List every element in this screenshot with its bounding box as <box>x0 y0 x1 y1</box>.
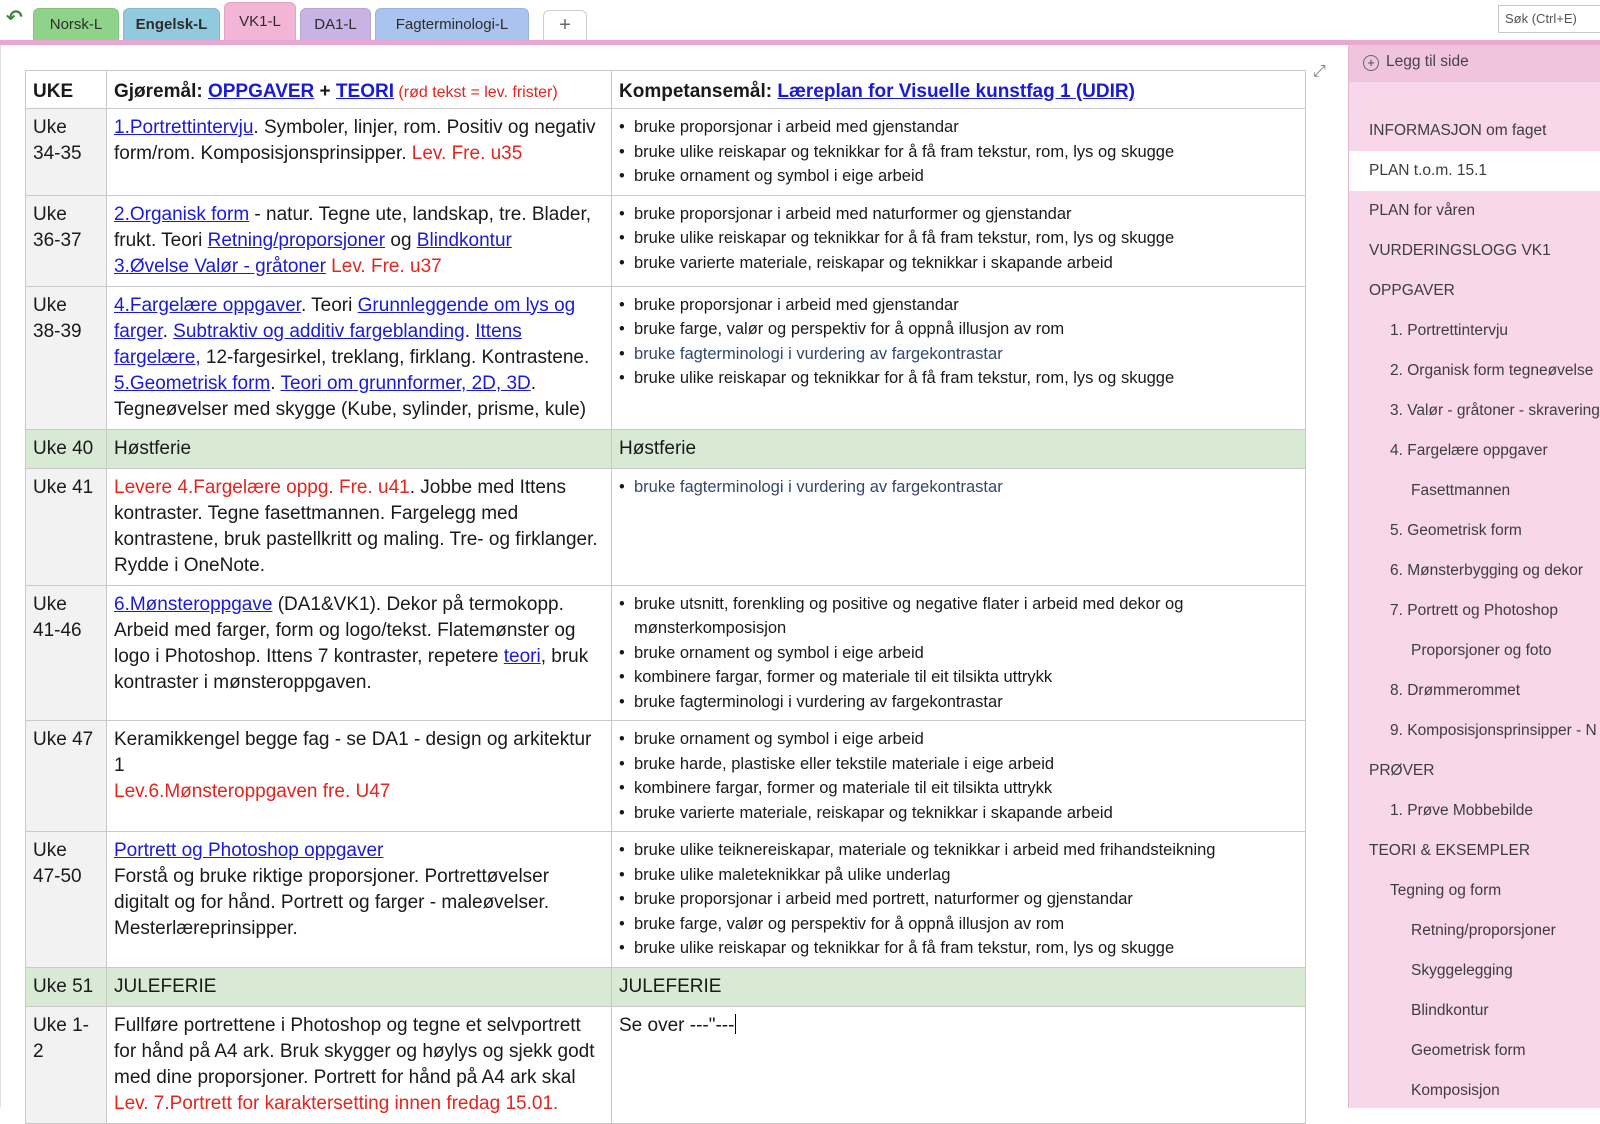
table-row <box>26 109 1306 196</box>
page-item[interactable]: Komposisjon <box>1411 1082 1500 1099</box>
page-item[interactable]: OPPGAVER <box>1369 282 1455 299</box>
competency-list <box>619 838 1298 961</box>
table-row <box>26 1006 1306 1123</box>
expand-icon[interactable]: ⤢ <box>1313 63 1326 80</box>
task-link[interactable]: 2.Organisk form <box>114 203 250 225</box>
page-item[interactable]: 3. Valør - gråtoner - skravering <box>1390 402 1600 419</box>
text-cursor <box>735 1014 736 1034</box>
competency-item: • bruke proporsjonar i arbeid med naturformer og gjenstandar <box>619 202 1298 227</box>
task-link[interactable]: 3.Øvelse Valør - gråtoner <box>114 255 326 277</box>
competency-item: • bruke ornament og symbol i eige arbeid <box>619 727 1298 752</box>
competency-item: • bruke ulike reiskapar og teknikkar for å få fram tekstur, rom, lys og skugge <box>619 140 1298 165</box>
week-cell[interactable]: Uke 34-35 <box>26 109 107 196</box>
table-row <box>26 585 1306 721</box>
competency-item: • bruke utsnitt, forenkling og positive og negative flater i arbeid med dekor og mønsterkomposisjon <box>619 592 1298 641</box>
task-text: Forstå og bruke riktige proporsjoner. Portrettøvelser digitalt og for hånd. Portrett og farger - maleøvelser. Mesterlæreprinsipper. <box>114 866 550 939</box>
page-item[interactable]: Fasettmannen <box>1411 482 1511 499</box>
competency-cell[interactable]: JULEFERIE <box>612 967 1306 1006</box>
section-tab-bar <box>0 0 1600 40</box>
page-item[interactable]: 9. Komposisjonsprinsipper - N <box>1390 722 1597 739</box>
tasks-cell[interactable] <box>107 286 612 429</box>
competency-cell[interactable] <box>612 721 1306 832</box>
task-link[interactable]: Grunnleggende om lys og farger <box>114 294 576 342</box>
deadline-text: Lev. Fre. u35 <box>411 143 523 164</box>
tasks-header-label: Gjøremål: <box>114 81 208 102</box>
tab-da1[interactable]: DA1-L <box>300 8 371 40</box>
competency-cell[interactable]: Høstferie <box>612 429 1306 468</box>
week-cell[interactable]: Uke 36-37 <box>26 195 107 286</box>
week-cell[interactable]: Uke 38-39 <box>26 286 107 429</box>
page-item[interactable]: Proporsjoner og foto <box>1411 642 1552 659</box>
competency-item: • bruke ulike maleteknikkar på ulike underlag <box>619 863 1298 888</box>
task-text: 12-fargesirkel, treklang, firklang. Kontrastene. <box>200 346 590 368</box>
task-text: . <box>464 320 476 342</box>
tasks-cell[interactable] <box>107 585 612 721</box>
competency-item: • bruke varierte materiale, reiskapar og teknikkar i skapande arbeid <box>619 251 1298 276</box>
task-text: . <box>162 320 174 342</box>
competency-item: • bruke ornament og symbol i eige arbeid <box>619 164 1298 189</box>
page-item[interactable]: 2. Organisk form tegneøvelse <box>1390 362 1594 379</box>
page-item[interactable]: PRØVER <box>1369 762 1435 779</box>
task-link[interactable]: Blindkontur <box>416 229 512 251</box>
competency-list <box>619 727 1298 825</box>
page-item[interactable]: 7. Portrett og Photoshop <box>1390 602 1559 619</box>
plus-circle-icon: + <box>1363 55 1379 71</box>
page-item[interactable]: Skyggelegging <box>1411 962 1513 979</box>
page-item[interactable]: 8. Drømmerommet <box>1390 682 1521 699</box>
competency-list <box>619 592 1298 715</box>
tab-engelsk[interactable]: Engelsk-L <box>123 8 220 40</box>
page-item[interactable]: 1. Prøve Mobbebilde <box>1390 802 1534 819</box>
competency-cell[interactable] <box>612 468 1306 585</box>
tasks-header-plus: + <box>314 81 336 102</box>
tasks-cell[interactable] <box>107 468 612 585</box>
tasks-header <box>107 71 612 109</box>
competency-item: • bruke ulike reiskapar og teknikkar for å få fram tekstur, rom, lys og skugge <box>619 366 1298 391</box>
deadline-text: Lev.6.Mønsteroppgaven fre. U47 <box>114 781 391 802</box>
page-canvas[interactable] <box>0 45 1348 1114</box>
task-link[interactable]: 5.Geometrisk form <box>114 372 271 394</box>
deadline-text: Lev. Fre. u37 <box>325 255 442 277</box>
competency-cell[interactable] <box>612 832 1306 968</box>
tasks-cell[interactable] <box>107 721 612 832</box>
page-item[interactable]: Geometrisk form <box>1411 1042 1526 1059</box>
page-item[interactable]: Tegning og form <box>1390 882 1502 899</box>
week-cell[interactable]: Uke 41 <box>26 468 107 585</box>
page-list <box>1349 111 1600 1111</box>
table-row <box>26 721 1306 832</box>
competency-item: • bruke farge, valør og perspektiv for å oppnå illusjon av rom <box>619 912 1298 937</box>
page-item[interactable]: Retning/proporsjoner <box>1411 922 1556 939</box>
competency-header <box>612 71 1306 109</box>
page-item[interactable]: Blindkontur <box>1411 1002 1489 1019</box>
task-link[interactable]: 4.Fargelære oppgaver <box>114 294 301 316</box>
task-link[interactable]: Subtraktiv og additiv fargeblanding <box>173 320 465 342</box>
task-text: . Jobbe med Ittens kontraster. Tegne fasettmannen. Fargelegg med kontrastene, bruk pastellkritt og maling. Tre- og firklanger. Rydde i OneNote. <box>114 476 598 576</box>
back-arrow-icon[interactable]: ↶ <box>6 7 23 29</box>
deadline-note: (rød tekst = lev. frister) <box>393 84 558 101</box>
week-cell[interactable]: Uke 47 <box>26 721 107 832</box>
competency-item: • bruke ulike teiknereiskapar, materiale og teknikkar i arbeid med frihandsteikning <box>619 838 1298 863</box>
task-link[interactable]: 6.Mønsteroppgave <box>114 593 273 615</box>
page-item[interactable]: TEORI & EKSEMPLER <box>1369 842 1531 859</box>
deadline-text: Lev. 7.Portrett for karaktersetting innen fredag 15.01. <box>114 1092 559 1114</box>
competency-list <box>619 115 1298 189</box>
teori-link[interactable]: TEORI <box>335 81 394 102</box>
holiday-row <box>26 429 1306 468</box>
competency-item: • bruke fagterminologi i vurdering av fargekontrastar <box>619 475 1298 500</box>
table-row <box>26 468 1306 585</box>
competency-item: • bruke proporsjonar i arbeid med gjenstandar <box>619 115 1298 140</box>
competency-item: • bruke ulike reiskapar og teknikkar for å få fram tekstur, rom, lys og skugge <box>619 226 1298 251</box>
tasks-cell[interactable]: Høstferie <box>107 429 612 468</box>
competency-list <box>619 293 1298 391</box>
page-list-pane <box>1348 45 1600 1108</box>
task-text: (DA1&VK1). Dekor på termokopp. Arbeid med farger, form og logo/tekst. Flatemønster og logo i Photoshop. Ittens 7 kontraster, repetere <box>114 593 576 667</box>
task-text: og <box>385 229 417 251</box>
week-cell[interactable]: Uke 51 <box>26 967 107 1006</box>
tasks-cell[interactable] <box>107 1006 612 1123</box>
competency-cell[interactable] <box>612 195 1306 286</box>
task-text: . Tegneøvelser med skygge (Kube, sylinder, prisme, kule) <box>114 372 587 420</box>
page-item[interactable]: 1. Portrettintervju <box>1390 322 1509 339</box>
tab-vk1[interactable]: VK1-L <box>224 2 296 40</box>
week-header: UKE <box>26 71 107 109</box>
tasks-cell[interactable] <box>107 832 612 968</box>
tasks-cell[interactable]: JULEFERIE <box>107 967 612 1006</box>
competency-item: • bruke fagterminologi i vurdering av fargekontrastar <box>619 342 1298 367</box>
task-text: . Symboler, linjer, rom. Positiv og negativ form/rom. Komposisjonsprinsipper. <box>114 117 596 164</box>
task-text: . <box>270 372 281 394</box>
tasks-cell[interactable] <box>107 109 612 196</box>
page-item[interactable]: INFORMASJON om faget <box>1369 122 1547 139</box>
table-row <box>26 286 1306 429</box>
competency-item: • kombinere fargar, former og materiale til eit tilsikta uttrykk <box>619 776 1298 801</box>
task-link[interactable]: 1.Portrettintervju <box>114 117 254 138</box>
task-text: Keramikkengel begge fag - se DA1 - design og arkitektur 1 <box>114 729 592 776</box>
week-cell[interactable]: Uke 1-2 <box>26 1006 107 1123</box>
task-text: Fullføre portrettene i Photoshop og tegne et selvportrett for hånd på A4 ark. Bruk skygger og høylys og sjekk godt med dine proporsjoner. Portrett for hånd på A4 ark skal <box>114 1014 595 1088</box>
competency-cell[interactable] <box>612 286 1306 429</box>
table-header-row <box>26 71 1306 109</box>
competency-list <box>619 475 1298 500</box>
page-item[interactable]: PLAN t.o.m. 15.1 <box>1349 151 1600 191</box>
competency-cell[interactable] <box>612 585 1306 721</box>
competency-item: • bruke ornament og symbol i eige arbeid <box>619 641 1298 666</box>
competency-text: Se over ---"--- <box>619 1014 735 1036</box>
competency-item: • bruke ulike reiskapar og teknikkar for å få fram tekstur, rom, lys og skugge <box>619 936 1298 961</box>
competency-item: • bruke fagterminologi i vurdering av fargekontrastar <box>619 690 1298 715</box>
tab-fagterminologi[interactable]: Fagterminologi-L <box>375 8 529 40</box>
tasks-cell[interactable] <box>107 195 612 286</box>
competency-cell[interactable] <box>612 1006 1306 1123</box>
task-link[interactable]: Ittens fargelære, <box>114 320 522 368</box>
table-row <box>26 195 1306 286</box>
add-page-label: Legg til side <box>1386 53 1469 70</box>
holiday-row <box>26 967 1306 1006</box>
page-item[interactable]: PLAN for våren <box>1369 202 1475 219</box>
competency-item: • kombinere fargar, former og materiale til eit tilsikta uttrykk <box>619 665 1298 690</box>
search-input[interactable]: Søk (Ctrl+E) <box>1498 5 1600 33</box>
competency-item: • bruke farge, valør og perspektiv for å oppnå illusjon av rom <box>619 317 1298 342</box>
task-text: - natur. Tegne ute, landskap, tre. Blader, frukt. Teori <box>114 203 592 251</box>
oppgaver-link[interactable]: OPPGAVER <box>207 81 315 102</box>
week-cell[interactable]: Uke 40 <box>26 429 107 468</box>
competency-item: • bruke proporsjonar i arbeid med portrett, naturformer og gjenstandar <box>619 887 1298 912</box>
table-row <box>26 832 1306 968</box>
task-link[interactable]: Teori om grunnformer, 2D, 3D <box>280 372 531 394</box>
deadline-text: Levere 4.Fargelære oppg. Fre. u41 <box>114 476 410 498</box>
laereplan-link[interactable]: Læreplan for Visuelle kunstfag 1 (UDIR) <box>777 81 1135 102</box>
page-item[interactable]: 4. Fargelære oppgaver <box>1390 442 1548 459</box>
competency-item: • bruke harde, plastiske eller tekstile materiale i eige arbeid <box>619 752 1298 777</box>
competency-cell[interactable] <box>612 109 1306 196</box>
competency-item: • bruke proporsjonar i arbeid med gjenstandar <box>619 293 1298 318</box>
competency-header-label: Kompetansemål: <box>619 81 778 102</box>
competency-list <box>619 202 1298 276</box>
competency-item: • bruke varierte materiale, reiskapar og teknikkar i skapande arbeid <box>619 801 1298 826</box>
task-link[interactable]: teori <box>503 645 541 667</box>
task-link[interactable]: Retning/proporsjoner <box>207 229 386 251</box>
tab-norsk[interactable]: Norsk-L <box>33 8 119 40</box>
page-item[interactable]: 6. Mønsterbygging og dekor <box>1390 562 1583 579</box>
week-cell[interactable]: Uke 47-50 <box>26 832 107 968</box>
page-item[interactable]: VURDERINGSLOGG VK1 <box>1369 242 1551 259</box>
add-section-button[interactable]: + <box>543 10 587 40</box>
add-page-button[interactable] <box>1349 45 1600 82</box>
task-text: . Teori <box>300 294 358 316</box>
page-item[interactable]: 5. Geometrisk form <box>1390 522 1522 539</box>
task-text: , bruk kontraster i mønsteroppgaven. <box>114 645 589 693</box>
task-link[interactable]: Portrett og Photoshop oppgaver <box>114 840 384 861</box>
week-cell[interactable]: Uke 41-46 <box>26 585 107 721</box>
schedule-table <box>25 70 1306 1124</box>
